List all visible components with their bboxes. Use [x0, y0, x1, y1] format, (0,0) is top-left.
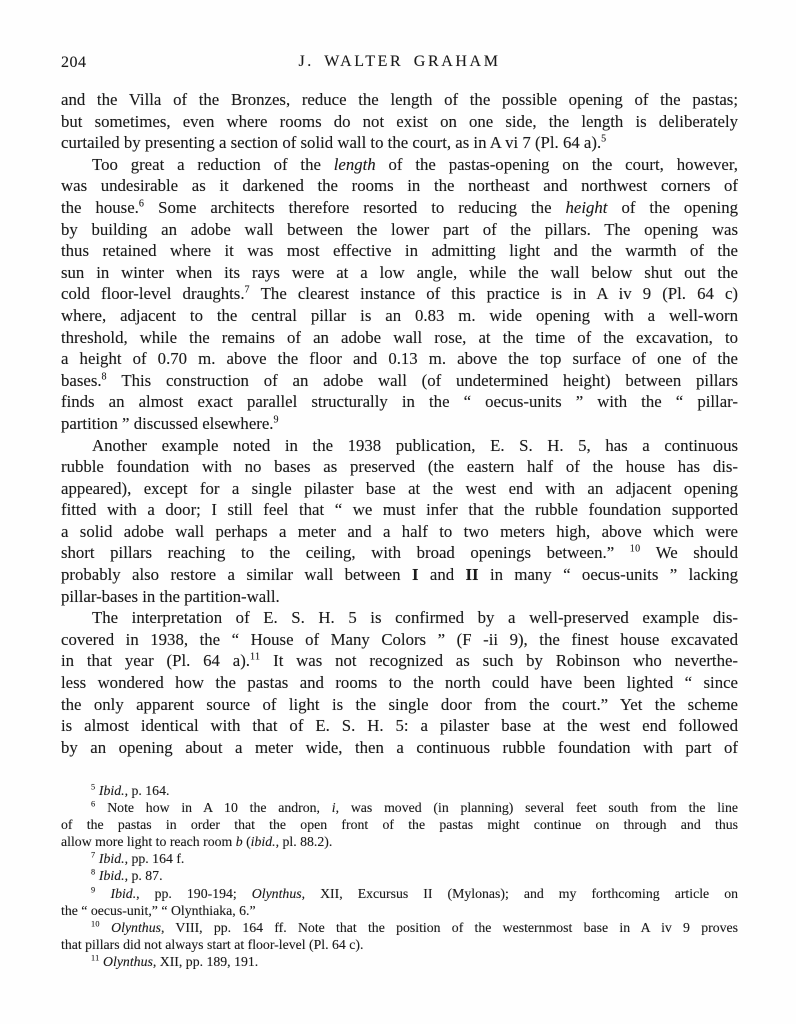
footnote-marker: 7: [91, 850, 96, 860]
body-line: [61, 262, 738, 284]
footnote-marker: 9: [91, 884, 96, 894]
footnotes-block: [61, 782, 738, 970]
text-run: (: [242, 834, 251, 850]
footnote-line: [61, 799, 738, 816]
text-run: Another example noted in the 1938 publication, E. S. H. 5, has a continuous: [92, 435, 738, 455]
text-run: [95, 886, 110, 901]
text-run: in many “ oecus-units ” lacking: [478, 565, 738, 585]
italic-text: Ibid.: [98, 783, 125, 798]
footnote-line: [61, 902, 738, 919]
body-line: [61, 154, 738, 176]
body-line: [61, 219, 738, 241]
body-line: [61, 650, 738, 672]
footnote-line: [61, 782, 738, 799]
text-run: by an opening about a meter wide, then a continuous rubble foundation with part of: [61, 737, 738, 757]
italic-text: ibid.: [250, 834, 276, 850]
text-run: by building an adobe wall between the lower part of the pillars. The opening was: [61, 219, 738, 239]
text-run: Some architects therefore resorted to reducing the: [144, 197, 566, 217]
text-run: is almost identical with that of E. S. H. 5: a pilaster base at the west end followed: [61, 716, 738, 736]
footnote-marker: 10: [91, 919, 100, 929]
body-line: [61, 564, 738, 586]
text-run: of the pastas in order that the open front of the pastas might continue on through and thus: [61, 817, 738, 833]
footnote-marker: 7: [244, 284, 250, 296]
italic-text: Ibid.: [98, 851, 125, 867]
text-run: appeared), except for a single pilaster base at the west end with an adjacent opening: [61, 478, 738, 498]
text-run: This construction of an adobe wall (of undetermined height) between pillars: [106, 370, 738, 390]
footnote-line: [61, 867, 738, 884]
body-line: [61, 607, 738, 629]
text-run: allow more light to reach room: [61, 834, 236, 850]
text-run: , XII, Excursus II (Mylonas); and my forthcoming article on: [301, 885, 738, 901]
text-run: and the Villa of the Bronzes, reduce the length of the possible opening of the pastas;: [61, 90, 738, 109]
text-run: Too great a reduction of the: [92, 154, 334, 174]
text-run: We should: [640, 543, 738, 563]
bold-text: II: [465, 565, 479, 585]
text-run: The clearest instance of this practice is in A iv 9 (Pl. 64 c): [249, 284, 738, 304]
body-line: [61, 521, 738, 543]
running-head: J. WALTER GRAHAM: [298, 53, 501, 70]
text-run: curtailed by presenting a section of solid wall to the court, as in A vi 7 (Pl. 64 a).: [61, 133, 602, 153]
page-number: 204: [61, 54, 87, 71]
text-run: of the opening: [607, 197, 738, 217]
text-run: finds an almost exact parallel structurally in the “ oecus-units ” with the “ pillar-: [61, 392, 738, 412]
italic-text: i: [331, 800, 336, 816]
text-run: less wondered how the pastas and rooms to the north could have been lighted “ since: [61, 673, 738, 693]
body-text-block: [61, 89, 738, 758]
text-run: but sometimes, even where rooms do not exist on one side, the length is deliberately: [61, 111, 738, 131]
text-run: and: [418, 565, 466, 585]
footnote-line: [61, 936, 738, 953]
body-line: [61, 89, 738, 111]
text-run: thus retained where it was most effective in admitting light and the warmth of the: [61, 241, 738, 261]
text-run: the house.: [61, 197, 139, 217]
body-line: [61, 435, 738, 457]
body-line: [61, 132, 738, 154]
body-line: [61, 715, 738, 737]
text-run: cold floor-level draughts.: [61, 284, 245, 304]
body-line: [61, 391, 738, 413]
body-line: [61, 478, 738, 500]
italic-text: Olynthus: [251, 885, 302, 901]
body-line: [61, 240, 738, 262]
text-run: pillar-bases in the partition-wall.: [61, 586, 280, 606]
text-run: The interpretation of E. S. H. 5 is confirmed by a well-preserved example dis-: [92, 608, 738, 628]
body-line: [61, 197, 738, 219]
text-run: It was not recognized as such by Robinson who neverthe-: [260, 651, 738, 671]
footnote-marker: 9: [273, 414, 279, 426]
body-line: [61, 694, 738, 716]
body-line: [61, 348, 738, 370]
body-line: [61, 456, 738, 478]
text-run: , pp. 164 f.: [124, 851, 185, 867]
text-run: , was moved (in planning) several feet south from the line: [335, 800, 738, 816]
footnote-line: [61, 833, 738, 850]
text-run: was undesirable as it darkened the rooms in the northeast and northwest corners of: [61, 176, 738, 196]
footnote-line: [61, 816, 738, 833]
text-run: of the pastas-opening on the court, however,: [375, 154, 738, 174]
body-line: [61, 413, 738, 435]
text-run: where, adjacent to the central pillar is an 0.83 m. wide opening with a well-worn: [61, 305, 738, 325]
footnote-marker: 8: [101, 371, 107, 383]
text-run: , XII, pp. 189, 191.: [152, 953, 259, 969]
body-line: [61, 737, 738, 759]
body-line: [61, 175, 738, 197]
text-run: a solid adobe wall perhaps a meter and a half to two meters high, above which were: [61, 521, 738, 541]
body-line: [61, 672, 738, 694]
italic-text: Ibid.: [98, 868, 125, 884]
text-run: bases.: [61, 370, 102, 390]
text-run: the only apparent source of light is the single door from the court.” Yet the scheme: [61, 694, 738, 714]
text-run: fitted with a door; I still feel that “ we must infer that the rubble foundation supported: [61, 500, 738, 520]
text-run: that pillars did not always start at floor-level (Pl. 64 c).: [61, 936, 364, 952]
text-run: a height of 0.70 m. above the floor and 0.13 m. above the top surface of one of the: [61, 349, 738, 369]
body-line: [61, 283, 738, 305]
footnote-marker: 8: [91, 867, 96, 877]
text-run: short pillars reaching to the ceiling, with broad openings between.”: [61, 543, 630, 563]
footnote-line: [61, 919, 738, 936]
italic-text: Ibid.: [110, 885, 137, 901]
footnote-line: [61, 953, 738, 970]
text-run: covered in 1938, the “ House of Many Colors ” (F -ii 9), the finest house excavated: [61, 629, 738, 649]
text-run: Note how in A 10 the andron,: [95, 800, 332, 816]
bold-text: I: [411, 565, 419, 585]
text-run: partition ” discussed elsewhere.: [61, 413, 274, 433]
body-line: [61, 542, 738, 564]
text-run: threshold, while the remains of an adobe wall rose, at the time of the excavation, to: [61, 327, 738, 347]
text-run: in that year (Pl. 64 a).: [61, 651, 250, 671]
italic-text: height: [565, 197, 608, 217]
text-run: [100, 920, 111, 935]
footnote-marker: 5: [601, 133, 607, 145]
text-run: the “ oecus-unit,” “ Olynthiaka, 6.”: [61, 902, 256, 918]
body-line: [61, 370, 738, 392]
footnote-line: [61, 850, 738, 867]
body-line: [61, 586, 738, 608]
footnote-marker: 10: [629, 543, 641, 555]
footnote-marker: 6: [91, 799, 96, 809]
footnote-marker: 6: [138, 198, 145, 210]
italic-text: Olynthus: [111, 919, 161, 935]
italic-text: length: [333, 154, 376, 174]
body-line: [61, 629, 738, 651]
text-run: probably also restore a similar wall between: [61, 565, 412, 585]
page-header: [61, 53, 738, 75]
text-run: , p. 87.: [124, 868, 163, 884]
footnote-marker: 11: [91, 953, 100, 963]
text-run: , VIII, pp. 164 ff. Note that the position of the westernmost base in A iv 9 proves: [160, 919, 738, 935]
body-line: [61, 327, 738, 349]
footnote-line: [61, 885, 738, 902]
footnote-marker: 5: [91, 782, 96, 792]
text-run: , pl. 88.2).: [275, 834, 333, 850]
body-line: [61, 111, 738, 133]
text-run: rubble foundation with no bases as preserved (the eastern half of the house has dis-: [61, 457, 738, 477]
italic-text: Olynthus: [103, 953, 153, 969]
footnote-marker: 11: [249, 651, 261, 663]
text-run: , pp. 190-194;: [136, 885, 252, 901]
body-line: [61, 305, 738, 327]
body-line: [61, 499, 738, 521]
text-run: , p. 164.: [124, 783, 170, 798]
text-run: sun in winter when its rays were at a low angle, while the wall below shut out the: [61, 262, 738, 282]
italic-text: b: [235, 834, 243, 850]
